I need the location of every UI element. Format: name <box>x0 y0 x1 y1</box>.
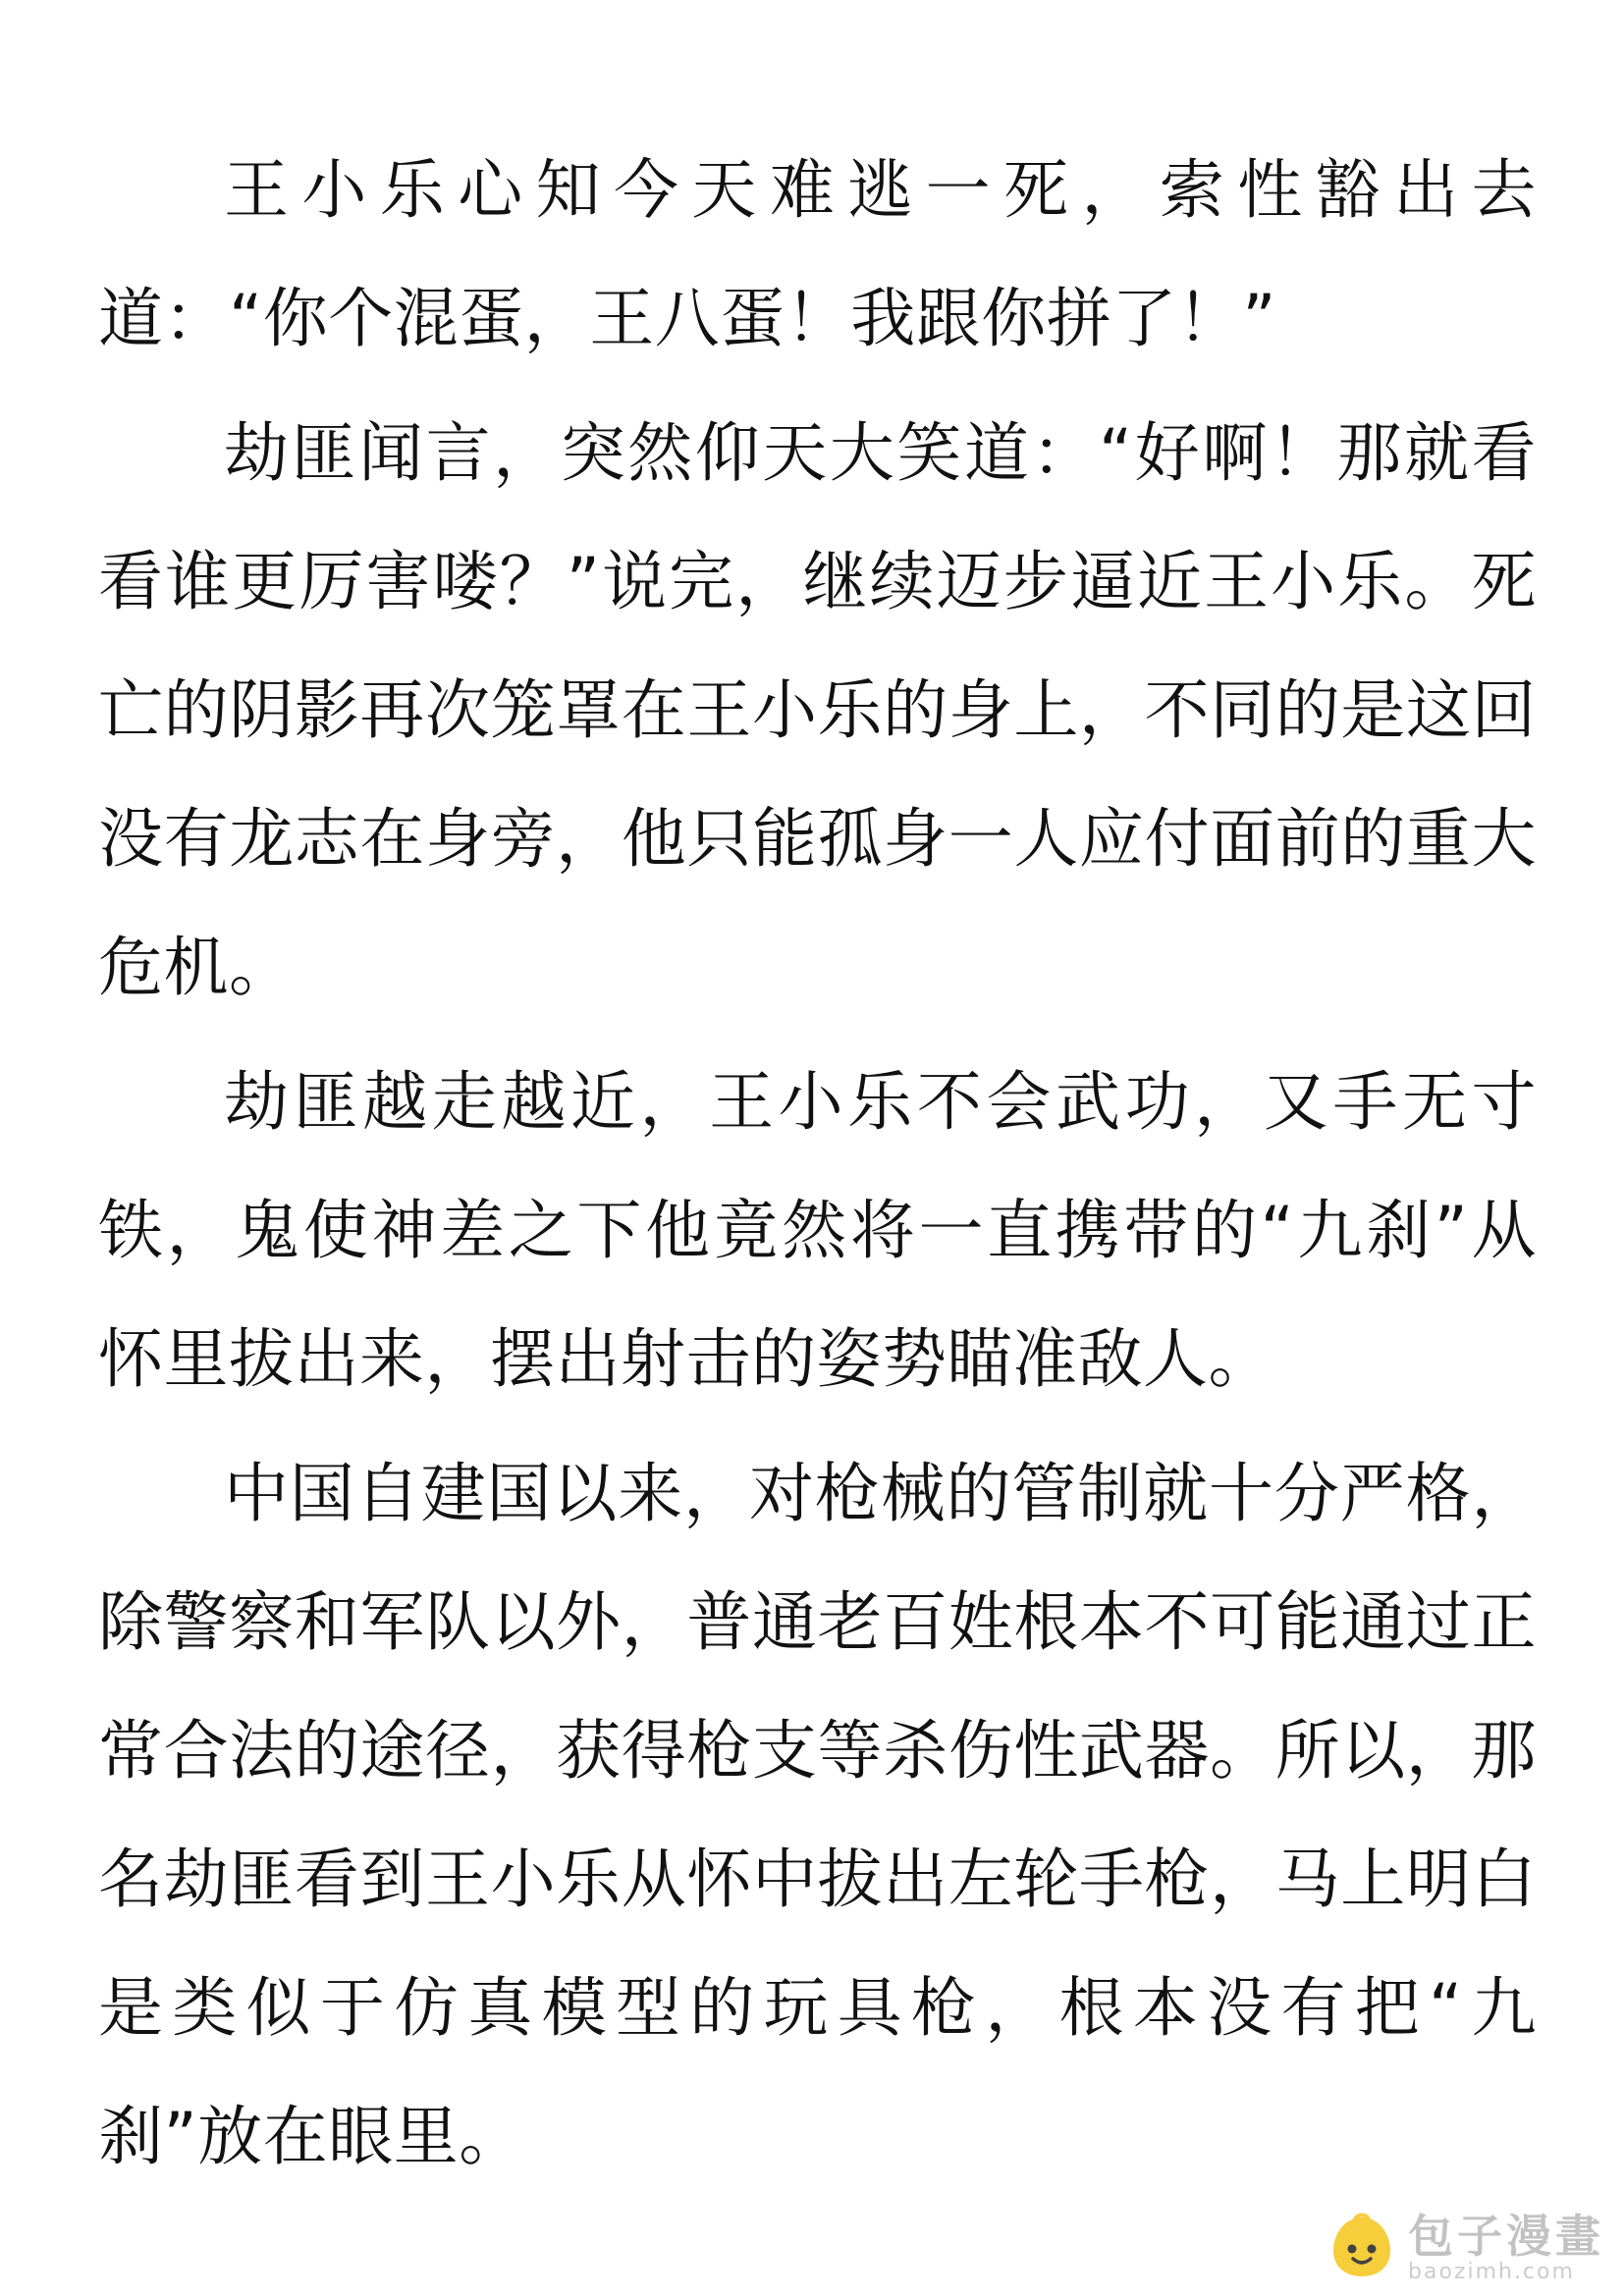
paragraph-1: 王小乐心知今天难逃一死，索性豁出去道：“你个混蛋，王八蛋！我跟你拼了！” <box>98 152 1537 356</box>
watermark-title: 包子漫畫 <box>1408 2210 1604 2263</box>
document-body <box>98 126 1537 2207</box>
bun-mascot-icon <box>1326 2212 1398 2284</box>
site-watermark <box>1326 2212 1604 2284</box>
paragraph-2: 劫匪闻言，突然仰天大笑道：“好啊！那就看看谁更厉害喽？”说完，继续迈步逼近王小乐。死亡的阴影再次笼罩在王小乐的身上，不同的是这回没有龙志在身旁，他只能孤身一人应付面前的重大危机。 <box>98 415 1537 1005</box>
watermark-text <box>1408 2212 1604 2284</box>
paragraph-4: 中国自建国以来，对枪械的管制就十分严格，除警察和军队以外，普通老百姓根本不可能通过正常合法的途径，获得枪支等杀伤性武器。所以，那名劫匪看到王小乐从怀中拔出左轮手枪，马上明白是类似于仿真模型的玩具枪，根本没有把“九刹”放在眼里。 <box>98 1456 1537 2174</box>
paragraph-3: 劫匪越走越近，王小乐不会武功，又手无寸铁，鬼使神差之下他竟然将一直携带的“九刹”从怀里拔出来，摆出射击的姿势瞄准敌人。 <box>98 1064 1537 1397</box>
watermark-url: baozimh.com <box>1408 2260 1575 2284</box>
